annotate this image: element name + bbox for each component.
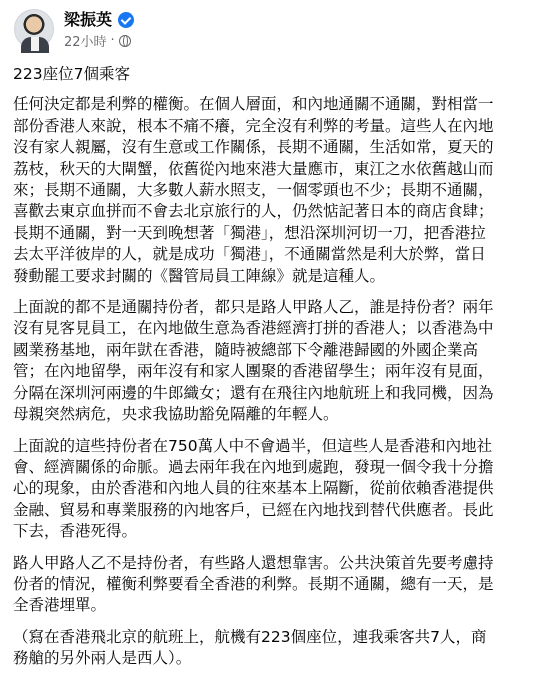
- globe-icon[interactable]: [119, 35, 131, 47]
- post-paragraph-2: 上面說的都不是通關持份者，都只是路人甲路人乙，誰是持份者？兩年 沒有見客見員工，在內地做生意為香港經濟打拼的香港人；以香港為中 國業務基地，兩年獃在香港，隨時被總部下令離港歸國的外國企業高 管；在內地留學，兩年沒有和家人團聚的香港留學生；兩年沒有見面， 分隔在深圳河兩邊的牛郎織女；還有在飛往內地航班上和我同機，因為 母親突然病危，央求我協助豁免隔離的年輕人。: [13, 298, 494, 424]
- post-timestamp[interactable]: 22小時: [64, 35, 107, 50]
- post-paragraph-3: 上面說的這些持份者在750萬人中不會過半，但這些人是香港和內地社 會、經濟關係的命脈。過去兩年我在內地到處跑，發現一個令我十分擔 心的現象，由於香港和內地人員的往來基本上隔斷，從前依賴香港提供 金融、貿易和專業服務的內地客戶，已經在內地找到替代供應者。長此 下去，香港死得。: [13, 436, 494, 541]
- post-paragraph-5: （寫在香港飛北京的航班上，航機有223個座位，連我乘客共7人，商 務艙的另外兩人是西人）。: [13, 627, 487, 668]
- author-avatar[interactable]: [14, 9, 54, 49]
- post-title: 223座位7個乘客: [13, 65, 130, 83]
- post-paragraph-4: 路人甲路人乙不是持份者，有些路人還想靠害。公共決策首先要考慮持 份者的情況，權衡利弊要看全香港的利弊。長期不通關，總有一天，是 全香港埋單。: [13, 553, 494, 615]
- post-body: [13, 64, 533, 680]
- post-meta: [64, 31, 131, 50]
- verified-badge-icon: [118, 12, 134, 28]
- author-name[interactable]: 梁振英: [64, 10, 113, 29]
- author-row: [64, 10, 134, 30]
- post-paragraph-1: 任何決定都是利弊的權衡。在個人層面，和內地通關不通關，對相當一 部份香港人來說，根本不痛不癢，完全沒有利弊的考量。這些人在內地 沒有家人親屬，沒有生意或工作關係，長期不通關，生活如常，夏天的 荔枝，秋天的大閘蟹，依舊從內地來港大量應市，東江之水依舊越山而 來；長期不通關，大多數人薪水照支，一個零頭也不少；長期不通關， 喜歡去東京血拼而不會去北京旅行的人，仍然惦記著日本的商店食肆； 長期不通關，對一天到晚想著「獨港」，想沿深圳河切一刀，把香港拉 去太平洋彼岸的人，就是成功「獨港」，不通關當然是利大於弊，當日 發動罷工要求封關的《醫管局員工陣線》就是這種人。: [13, 95, 494, 285]
- avatar-shirt: [31, 37, 39, 51]
- post-header: [0, 0, 540, 56]
- meta-separator: ·: [110, 33, 115, 48]
